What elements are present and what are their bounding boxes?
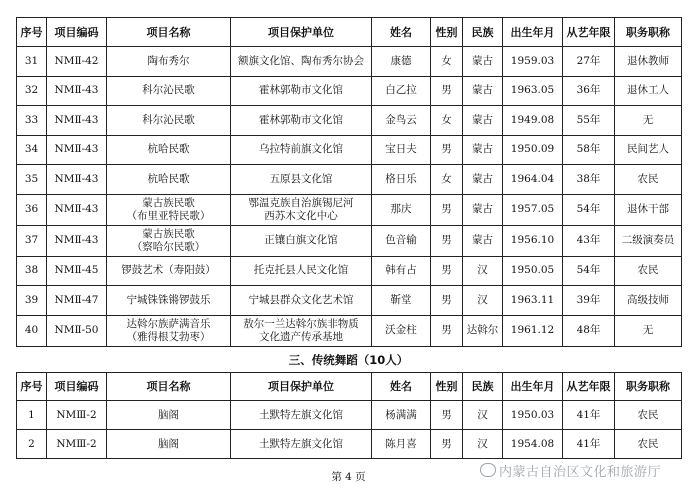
cell-unit [231, 225, 372, 256]
cell-code: NMⅡ-42 [47, 47, 107, 77]
cell-birth: 1954.08 [503, 430, 563, 459]
cell-line: 脑阁 [158, 437, 179, 450]
cell-unit [231, 256, 372, 286]
cell-unit [231, 135, 372, 165]
cell-name [107, 286, 231, 316]
cell-code: NMⅡ-43 [47, 225, 107, 256]
table-row [17, 225, 682, 256]
cell-unit [231, 430, 372, 459]
cell-line: 锣鼓艺术（寿阳鼓） [121, 264, 216, 277]
cell-birth: 1959.03 [503, 47, 563, 77]
header-col-unit: 项目保护单位 [231, 18, 372, 47]
cell-sex: 男 [431, 135, 463, 165]
section-title: 三、传统舞蹈（10人） [288, 353, 409, 367]
wechat-icon [480, 463, 496, 477]
cell-sex: 男 [431, 256, 463, 286]
header-col-person: 姓名 [372, 18, 431, 47]
cell-name [107, 135, 231, 165]
cell-name [107, 47, 231, 77]
header-col-unit: 项目保护单位 [231, 373, 372, 401]
cell-sex: 男 [431, 225, 463, 256]
cell-sex: 男 [431, 315, 463, 346]
table-row [17, 256, 682, 286]
header-col-ethnic: 民族 [463, 373, 503, 401]
cell-sex: 女 [431, 47, 463, 77]
cell-no: 38 [17, 256, 47, 286]
cell-sex: 女 [431, 165, 463, 195]
cell-code: NMⅡ-45 [47, 256, 107, 286]
cell-ethnic: 达斡尔 [463, 315, 503, 346]
cell-title: 农民 [615, 256, 682, 286]
cell-ethnic: 蒙古 [463, 76, 503, 106]
cell-title: 无 [615, 106, 682, 136]
watermark-text: 内蒙古自治区文化和旅游厅 [499, 465, 662, 480]
cell-title: 农民 [615, 430, 682, 459]
table-row [17, 47, 682, 77]
cell-birth: 1950.09 [503, 135, 563, 165]
cell-years: 27年 [563, 47, 615, 77]
header-col-no: 序号 [17, 18, 47, 47]
table-row [17, 286, 682, 316]
cell-ethnic: 蒙古 [463, 106, 503, 136]
cell-unit [231, 76, 372, 106]
cell-line: 陶布秀尔 [147, 54, 190, 67]
cell-person: 陈月喜 [372, 430, 431, 459]
cell-no: 34 [17, 135, 47, 165]
cell-unit [231, 286, 372, 316]
cell-name [107, 76, 231, 106]
cell-line: 霍林郭勒市文化馆 [259, 113, 343, 126]
cell-no: 33 [17, 106, 47, 136]
cell-line: 霍林郭勒市文化馆 [259, 84, 343, 97]
header-col-ethnic: 民族 [463, 18, 503, 47]
cell-line: 杭哈民歌 [147, 143, 190, 156]
cell-years: 58年 [563, 135, 615, 165]
watermark [480, 461, 661, 480]
cell-person: 宝日夫 [372, 135, 431, 165]
cell-line: 科尔沁民歌 [142, 113, 195, 126]
cell-ethnic: 蒙古 [463, 47, 503, 77]
cell-name [107, 225, 231, 256]
cell-code: NMⅡ-43 [47, 135, 107, 165]
table-header-row [17, 18, 682, 47]
header-col-person: 姓名 [372, 373, 431, 401]
cell-no: 32 [17, 76, 47, 106]
cell-title: 二级演奏员 [615, 225, 682, 256]
cell-line: 正镶白旗文化馆 [264, 234, 338, 246]
cell-person: 那庆 [372, 194, 431, 225]
cell-no: 35 [17, 165, 47, 195]
cell-birth: 1964.04 [503, 165, 563, 195]
cell-no: 31 [17, 47, 47, 77]
table-row [17, 165, 682, 195]
cell-years: 54年 [563, 256, 615, 286]
cell-no: 37 [17, 225, 47, 256]
cell-birth: 1963.05 [503, 76, 563, 106]
cell-title: 高级技师 [615, 286, 682, 316]
cell-sex: 男 [431, 401, 463, 430]
cell-line: 蒙古族民歌 [142, 196, 195, 209]
cell-no: 40 [17, 315, 47, 346]
cell-line: 托克托县人民文化馆 [253, 264, 349, 277]
cell-unit [231, 194, 372, 225]
cell-line: 西苏木文化中心 [264, 209, 338, 222]
cell-line: 五原县文化馆 [269, 172, 333, 185]
cell-line: 敖尔一兰达斡尔族非物质 [243, 317, 359, 330]
cell-years: 41年 [563, 401, 615, 430]
cell-line: （雅得根艾勃枣） [126, 330, 211, 343]
table-row [17, 315, 682, 346]
cell-code: NMⅡ-50 [47, 315, 107, 346]
cell-person: 杨满满 [372, 401, 431, 430]
cell-sex: 男 [431, 194, 463, 225]
table-row [17, 76, 682, 106]
cell-no: 39 [17, 286, 47, 316]
cell-code: NMⅡ-43 [47, 194, 107, 225]
cell-title: 无 [615, 315, 682, 346]
cell-line: （布里亚特民歌） [126, 209, 211, 222]
cell-name [107, 106, 231, 136]
cell-person: 韩有占 [372, 256, 431, 286]
cell-ethnic: 汉 [463, 430, 503, 459]
header-col-sex: 性别 [431, 18, 463, 47]
cell-ethnic: 蒙古 [463, 165, 503, 195]
header-col-birth: 出生年月 [503, 18, 563, 47]
header-col-years: 从艺年限 [563, 373, 615, 401]
cell-title: 民间艺人 [615, 135, 682, 165]
cell-person: 格日乐 [372, 165, 431, 195]
cell-unit [231, 165, 372, 195]
header-col-code: 项目编码 [47, 18, 107, 47]
cell-birth: 1949.08 [503, 106, 563, 136]
cell-sex: 男 [431, 286, 463, 316]
cell-sex: 女 [431, 106, 463, 136]
cell-line: 鄂温克族自治旗锡尼河 [248, 196, 354, 209]
cell-name [107, 401, 231, 430]
cell-title: 农民 [615, 401, 682, 430]
cell-line: 蒙古族民歌 [142, 227, 195, 240]
cell-line: 额旗文化馆、陶布秀尔协会 [238, 54, 364, 67]
cell-title: 退休干部 [615, 194, 682, 225]
cell-line: 宁城县群众文化艺术馆 [248, 293, 354, 306]
cell-years: 38年 [563, 165, 615, 195]
cell-years: 43年 [563, 225, 615, 256]
cell-ethnic: 汉 [463, 286, 503, 316]
cell-person: 白乙拉 [372, 76, 431, 106]
cell-person: 康德 [372, 47, 431, 77]
header-col-birth: 出生年月 [503, 373, 563, 401]
cell-birth: 1950.03 [503, 401, 563, 430]
cell-code: NMⅢ-2 [47, 430, 107, 459]
cell-birth: 1956.10 [503, 225, 563, 256]
cell-line: 科尔沁民歌 [142, 84, 195, 97]
inheritor-table [16, 17, 682, 347]
cell-no: 2 [17, 430, 47, 459]
cell-unit [231, 315, 372, 346]
cell-name [107, 256, 231, 286]
header-col-code: 项目编码 [47, 373, 107, 401]
header-col-sex: 性别 [431, 373, 463, 401]
cell-ethnic: 蒙古 [463, 194, 503, 225]
cell-sex: 男 [431, 430, 463, 459]
cell-person: 色音输 [372, 225, 431, 256]
cell-years: 41年 [563, 430, 615, 459]
cell-birth: 1961.12 [503, 315, 563, 346]
table-row [17, 135, 682, 165]
cell-ethnic: 汉 [463, 401, 503, 430]
cell-line: （察哈尔民歌） [131, 240, 206, 253]
table-row [17, 106, 682, 136]
header-col-name: 项目名称 [107, 373, 231, 401]
table-header-row [17, 373, 682, 401]
cell-line: 脑阁 [158, 408, 179, 421]
cell-title: 退休教师 [615, 47, 682, 77]
cell-line: 文化遗产传承基地 [259, 330, 343, 343]
cell-unit [231, 106, 372, 136]
cell-name [107, 194, 231, 225]
cell-birth: 1963.11 [503, 286, 563, 316]
cell-ethnic: 蒙古 [463, 135, 503, 165]
cell-person: 靳堂 [372, 286, 431, 316]
cell-name [107, 430, 231, 459]
cell-line: 达斡尔族萨满音乐 [126, 317, 211, 330]
cell-no: 1 [17, 401, 47, 430]
cell-ethnic: 汉 [463, 256, 503, 286]
dance-inheritor-table [16, 372, 682, 459]
cell-birth: 1950.05 [503, 256, 563, 286]
cell-years: 54年 [563, 194, 615, 225]
cell-code: NMⅡ-43 [47, 106, 107, 136]
header-col-no: 序号 [17, 373, 47, 401]
table-row [17, 430, 682, 459]
cell-years: 39年 [563, 286, 615, 316]
cell-years: 36年 [563, 76, 615, 106]
cell-line: 土默特左旗文化馆 [259, 408, 343, 421]
header-col-years: 从艺年限 [563, 18, 615, 47]
cell-person: 金鸟云 [372, 106, 431, 136]
cell-name [107, 165, 231, 195]
cell-code: NMⅡ-43 [47, 76, 107, 106]
cell-line: 乌拉特前旗文化馆 [259, 143, 343, 156]
cell-person: 沃金柱 [372, 315, 431, 346]
cell-no: 36 [17, 194, 47, 225]
cell-years: 48年 [563, 315, 615, 346]
cell-name [107, 315, 231, 346]
cell-title: 农民 [615, 165, 682, 195]
cell-line: 土默特左旗文化馆 [259, 437, 343, 450]
cell-line: 宁城铢铢锵锣鼓乐 [126, 293, 211, 306]
cell-unit [231, 401, 372, 430]
cell-code: NMⅢ-2 [47, 401, 107, 430]
cell-ethnic: 蒙古 [463, 225, 503, 256]
header-col-name: 项目名称 [107, 18, 231, 47]
cell-line: 杭哈民歌 [147, 172, 190, 185]
header-col-title: 职务职称 [615, 373, 682, 401]
header-col-title: 职务职称 [615, 18, 682, 47]
cell-code: NMⅡ-47 [47, 286, 107, 316]
cell-title: 退休工人 [615, 76, 682, 106]
cell-sex: 男 [431, 76, 463, 106]
table-row [17, 401, 682, 430]
cell-years: 55年 [563, 106, 615, 136]
cell-code: NMⅡ-43 [47, 165, 107, 195]
cell-unit [231, 47, 372, 77]
page-number: 第 4 页 [331, 471, 366, 483]
table-row [17, 194, 682, 225]
cell-birth: 1957.05 [503, 194, 563, 225]
